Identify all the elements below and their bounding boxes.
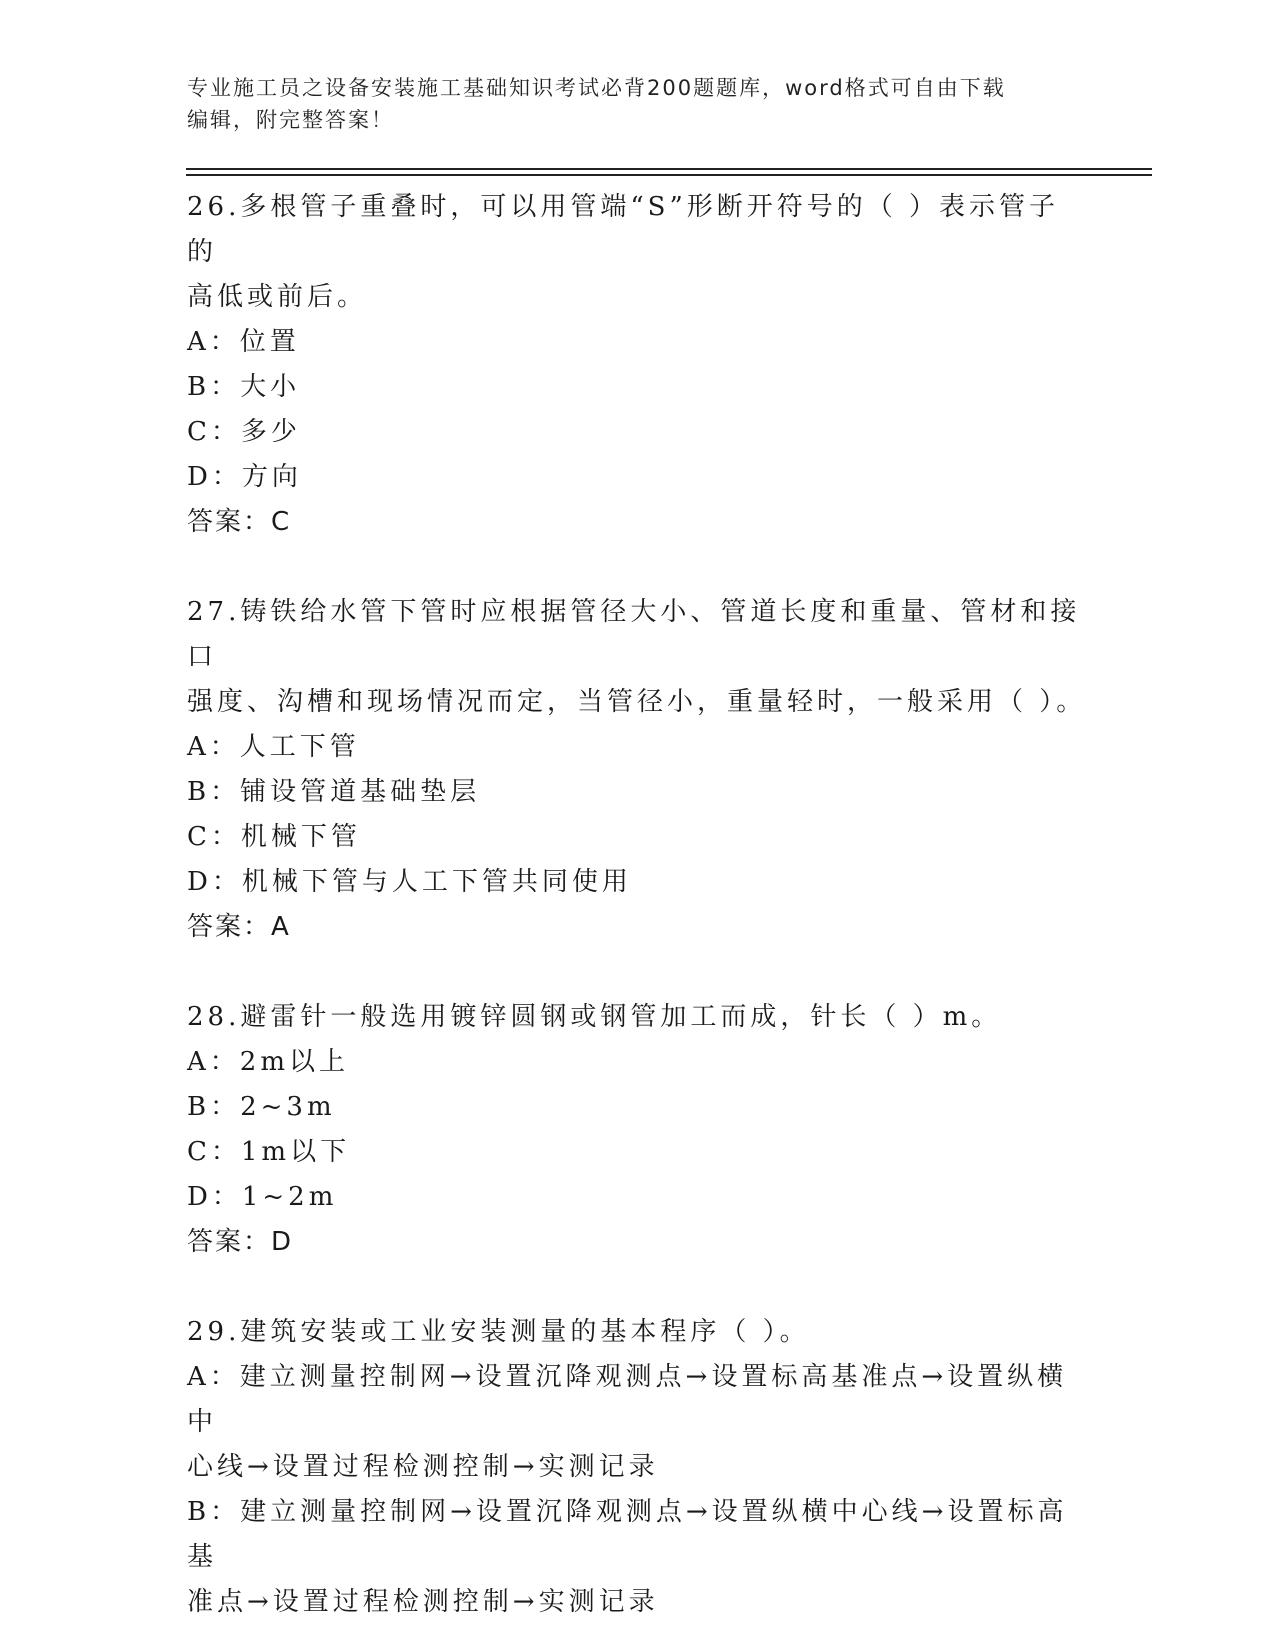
question-stem-line: 28.避雷针一般选用镀锌圆钢或钢管加工而成，针长（ ）m。: [187, 1002, 1002, 1032]
header-line-1: 专业施工员之设备安装施工基础知识考试必背200题题库，word格式可自由下载: [187, 76, 1006, 100]
option-c: C：多少: [187, 417, 301, 447]
header-divider-top: [186, 168, 1152, 170]
question-28: [187, 995, 1087, 1265]
question-stem-line: 高低或前后。: [187, 282, 368, 312]
option-d: D：机械下管与人工下管共同使用: [187, 867, 632, 897]
option-b: B：大小: [187, 372, 301, 402]
option-a: A：位置: [187, 327, 300, 357]
option-b: B：2~3m: [187, 1092, 336, 1122]
option-c: C：机械下管: [187, 822, 361, 852]
question-29: [187, 1310, 1087, 1625]
option-d: D：1~2m: [187, 1182, 338, 1212]
option-b: B：建立测量控制网→设置沉降观测点→设置纵横中心线→设置标高基: [187, 1497, 1068, 1572]
option-a: A：人工下管: [187, 732, 360, 762]
option-c: C：1m以下: [187, 1137, 351, 1167]
document-header: [187, 72, 1067, 136]
option-a: A：2m以上: [187, 1047, 349, 1077]
option-b: B：铺设管道基础垫层: [187, 777, 481, 807]
answer-line: 答案：D: [187, 1227, 294, 1257]
header-divider-bottom: [186, 174, 1152, 176]
question-27: [187, 590, 1087, 950]
question-26: [187, 185, 1087, 545]
option-b-continued: 准点→设置过程检测控制→实测记录: [187, 1587, 659, 1617]
question-stem-line: 29.建筑安装或工业安装测量的基本程序（ ）。: [187, 1317, 810, 1347]
question-stem-line: 强度、沟槽和现场情况而定，当管径小，重量轻时，一般采用（ ）。: [187, 687, 1087, 717]
header-line-2: 编辑，附完整答案！: [187, 108, 394, 132]
answer-line: 答案：C: [187, 507, 292, 537]
option-a-continued: 心线→设置过程检测控制→实测记录: [187, 1452, 659, 1482]
question-list: [187, 185, 1087, 1625]
option-d: D：方向: [187, 462, 302, 492]
answer-line: 答案：A: [187, 912, 291, 942]
question-stem-line: 27.铸铁给水管下管时应根据管径大小、管道长度和重量、管材和接口: [187, 597, 1081, 672]
question-stem-line: 26.多根管子重叠时，可以用管端“S”形断开符号的（ ）表示管子的: [187, 192, 1060, 267]
option-a: A：建立测量控制网→设置沉降观测点→设置标高基准点→设置纵横中: [187, 1362, 1068, 1437]
